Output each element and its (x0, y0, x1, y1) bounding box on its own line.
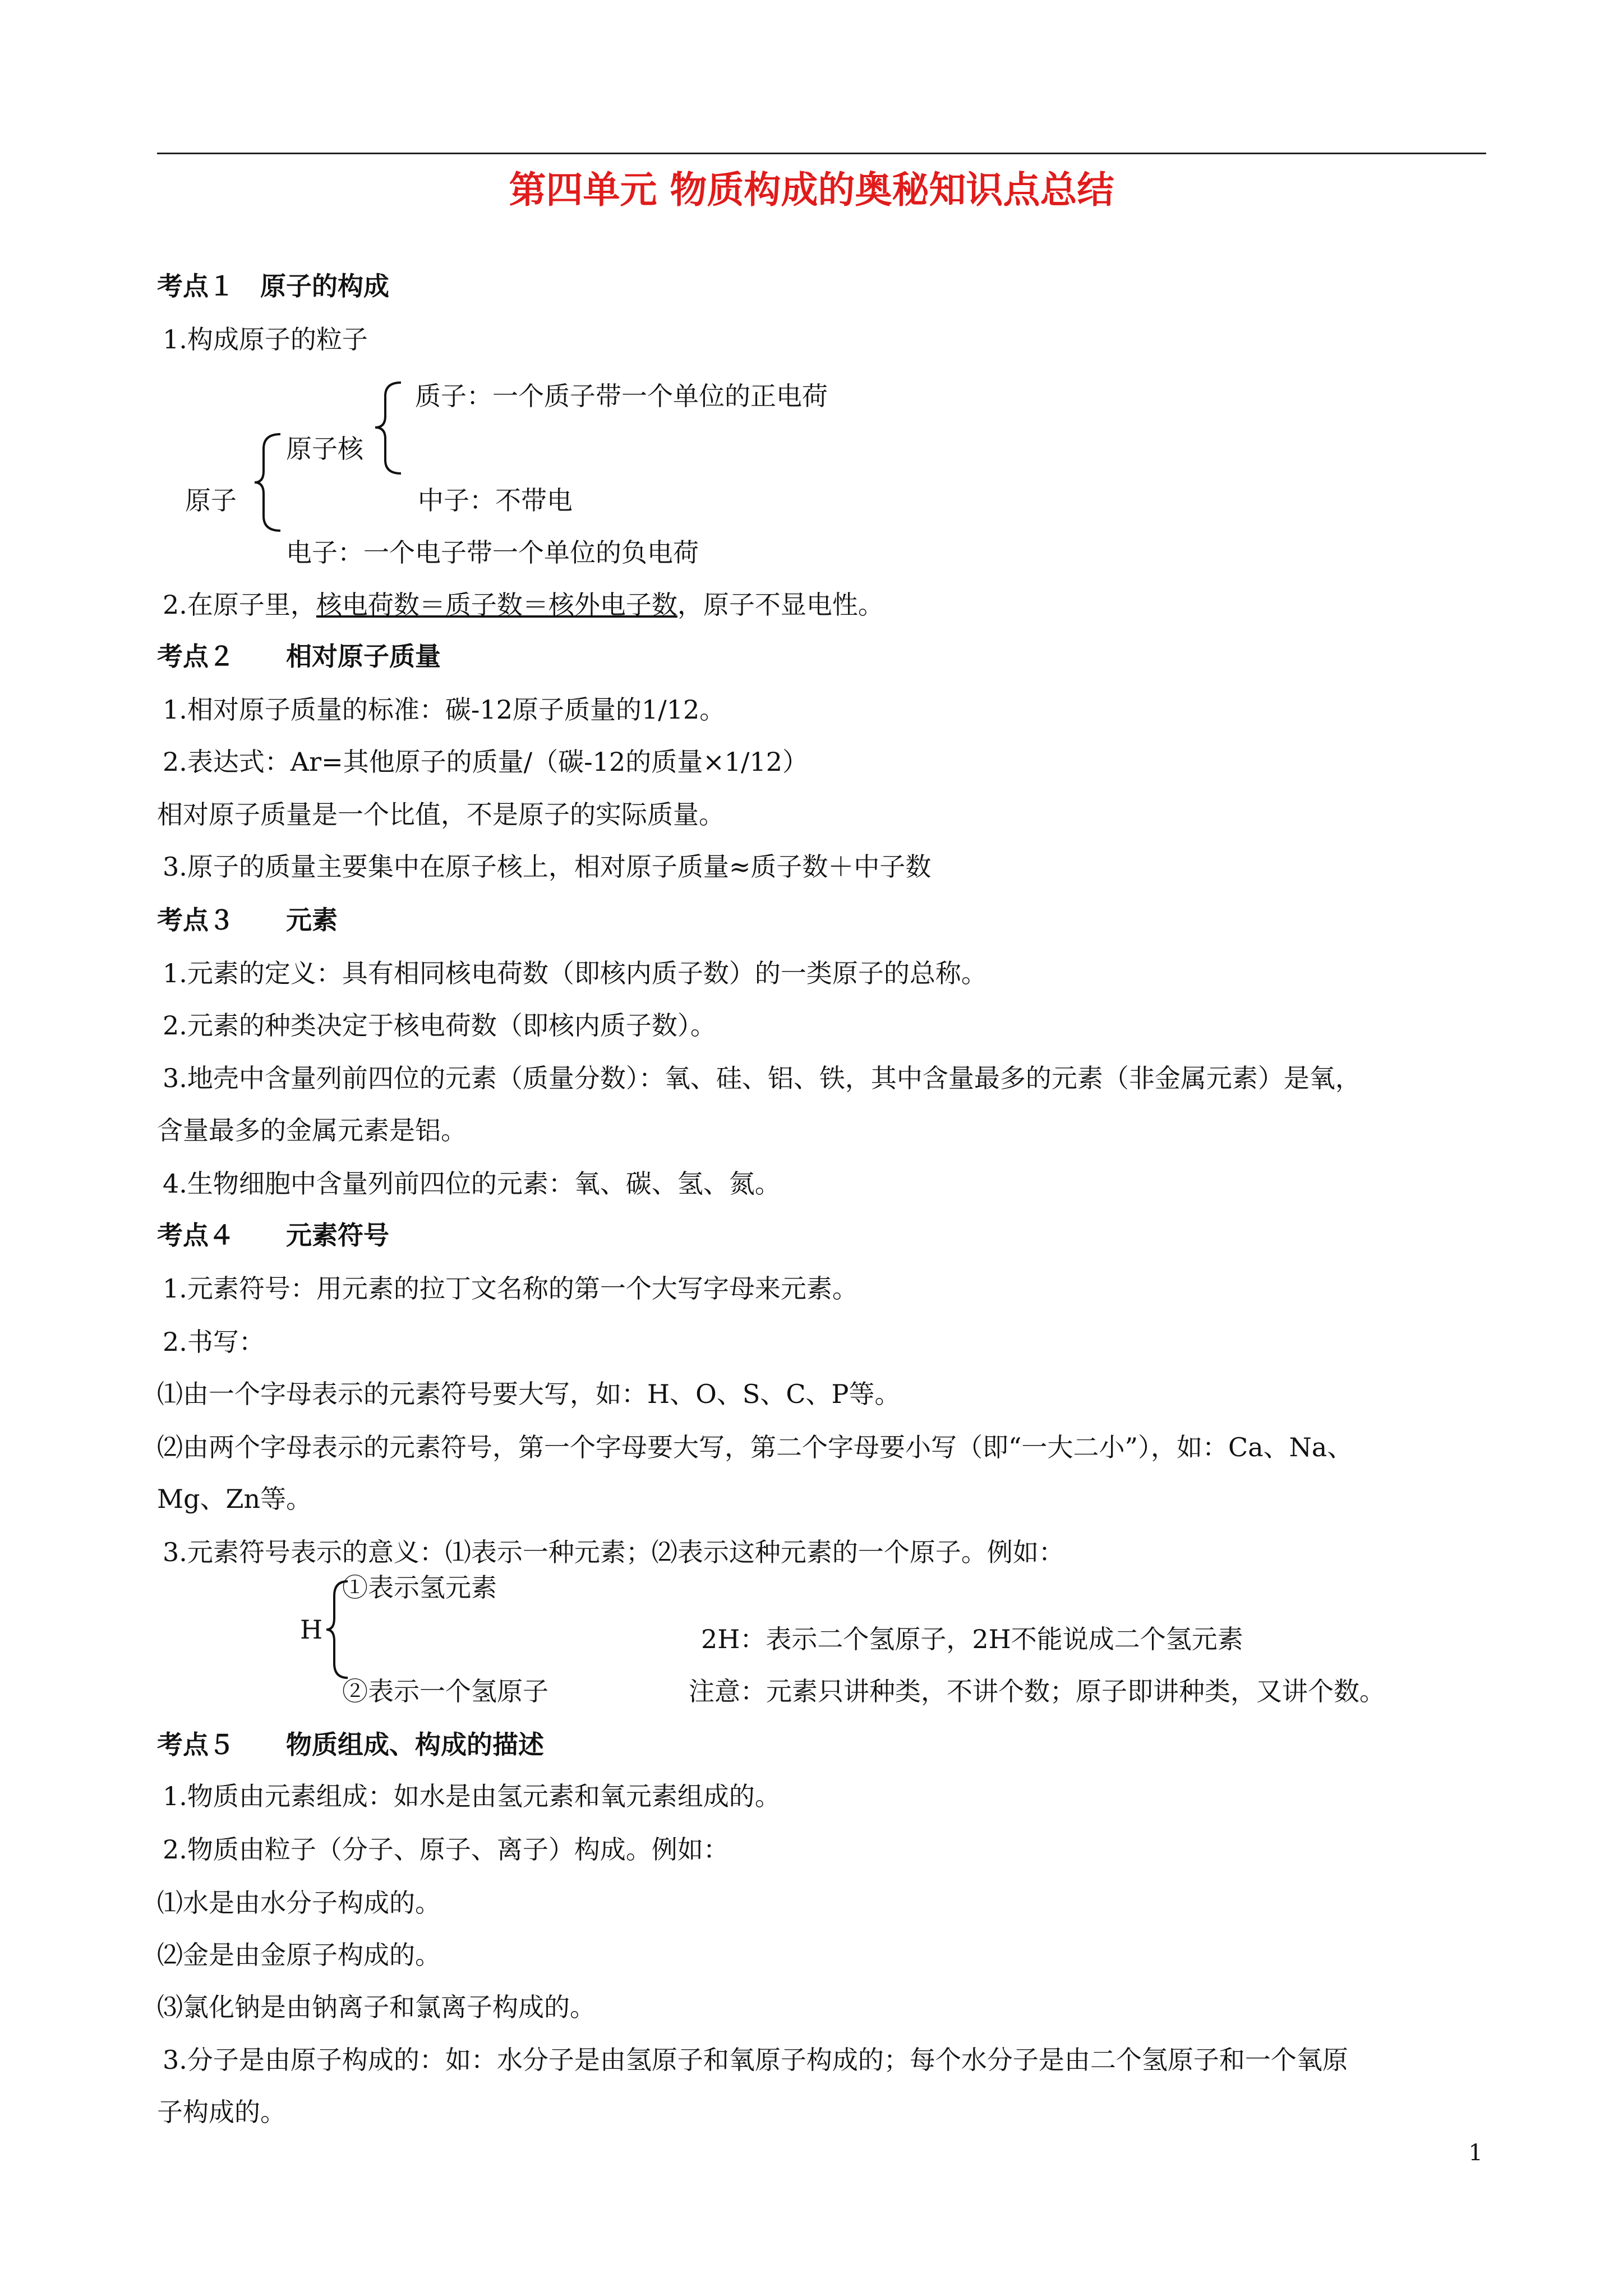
proton-label: 质子：一个质子带一个单位的正电荷 (415, 381, 828, 411)
nucleus-brace (373, 380, 407, 476)
s1-item-2-prefix: 2.在原子里， (163, 590, 316, 620)
header-rule (157, 153, 1486, 154)
s5-item-1: 1.物质由元素组成：如水是由氢元素和氧元素组成的。 (163, 1781, 781, 1811)
s2-item-1: 1.相对原子质量的标准：碳-12原子质量的1/12。 (163, 694, 726, 725)
atom-brace (252, 432, 286, 533)
section-2-heading: 考点２ 相对原子质量 (157, 641, 441, 671)
section-5-heading: 考点５ 物质组成、构成的描述 (157, 1729, 544, 1760)
s1-item-1: 1.构成原子的粒子 (163, 324, 368, 355)
s4-item-3: 3.元素符号表示的意义：⑴表示一种元素；⑵表示这种元素的一个原子。例如： (163, 1537, 1064, 1567)
s4-item-2-2-line-1: ⑵由两个字母表示的元素符号，第一个字母要大写，第二个字母要小写（即“一大二小”），如：Ca、Na、 (157, 1432, 1353, 1462)
s1-item-2-underlined: 核电荷数＝质子数＝核外电子数 (316, 590, 677, 620)
s3-item-4: 4.生物细胞中含量列前四位的元素：氧、碳、氢、氮。 (163, 1168, 781, 1199)
neutron-label: 中子：不带电 (418, 485, 573, 516)
s5-item-3-line-1: 3.分子是由原子构成的：如：水分子是由氢原子和氧原子构成的；每个水分子是由二个氢原子和一个氧原 (163, 2045, 1348, 2075)
s3-item-3-line-2: 含量最多的金属元素是铝。 (157, 1115, 467, 1145)
page-title: 第四单元 物质构成的奥秘知识点总结 (509, 168, 1114, 211)
nucleus-label: 原子核 (286, 434, 363, 464)
s4-item-2-1: ⑴由一个字母表示的元素符号要大写，如：H、O、S、C、P等。 (157, 1379, 901, 1409)
symbol-label: H (300, 1614, 323, 1645)
s3-item-1: 1.元素的定义：具有相同核电荷数（即核内质子数）的一类原子的总称。 (163, 958, 987, 988)
symbol-note-2: 注意：元素只讲种类，不讲个数；原子即讲种类，又讲个数。 (689, 1676, 1385, 1706)
s2-item-2: 2.表达式：Ar=其他原子的质量/（碳-12的质量×1/12） (163, 747, 809, 777)
s2-note: 相对原子质量是一个比值，不是原子的实际质量。 (157, 799, 725, 830)
symbol-meaning-1: ①表示氢元素 (342, 1572, 497, 1603)
section-1-heading: 考点１ 原子的构成 (157, 271, 389, 301)
section-4-heading: 考点４ 元素符号 (157, 1220, 389, 1250)
s4-item-1: 1.元素符号：用元素的拉丁文名称的第一个大写字母来元素。 (163, 1273, 858, 1304)
s1-item-2-suffix: ，原子不显电性。 (677, 590, 884, 620)
s5-item-2: 2.物质由粒子（分子、原子、离子）构成。例如： (163, 1834, 729, 1865)
s5-item-2-3: ⑶氯化钠是由钠离子和氯离子构成的。 (157, 1992, 596, 2022)
atom-label: 原子 (185, 485, 237, 516)
s3-item-3-line-1: 3.地壳中含量列前四位的元素（质量分数）：氧、硅、铝、铁，其中含量最多的元素（非金属元素）是氧， (163, 1063, 1361, 1093)
s5-item-2-1: ⑴水是由水分子构成的。 (157, 1888, 441, 1918)
s4-item-2-2-line-2: Mg、Zn等。 (157, 1484, 312, 1514)
page-number: 1 (1468, 2140, 1483, 2166)
s3-item-2: 2.元素的种类决定于核电荷数（即核内质子数）。 (163, 1010, 716, 1041)
s5-item-3-line-2: 子构成的。 (157, 2097, 286, 2127)
section-3-heading: 考点３ 元素 (157, 905, 338, 935)
s1-item-2 (163, 588, 884, 622)
s5-item-2-2: ⑵金是由金原子构成的。 (157, 1940, 441, 1970)
s4-item-2: 2.书写： (163, 1327, 265, 1357)
symbol-note-1: 2H：表示二个氢原子，2H不能说成二个氢元素 (701, 1624, 1243, 1654)
electron-label: 电子：一个电子带一个单位的负电荷 (286, 537, 699, 568)
symbol-meaning-2: ②表示一个氢原子 (342, 1676, 548, 1706)
s2-item-3: 3.原子的质量主要集中在原子核上，相对原子质量≈质子数＋中子数 (163, 852, 932, 882)
